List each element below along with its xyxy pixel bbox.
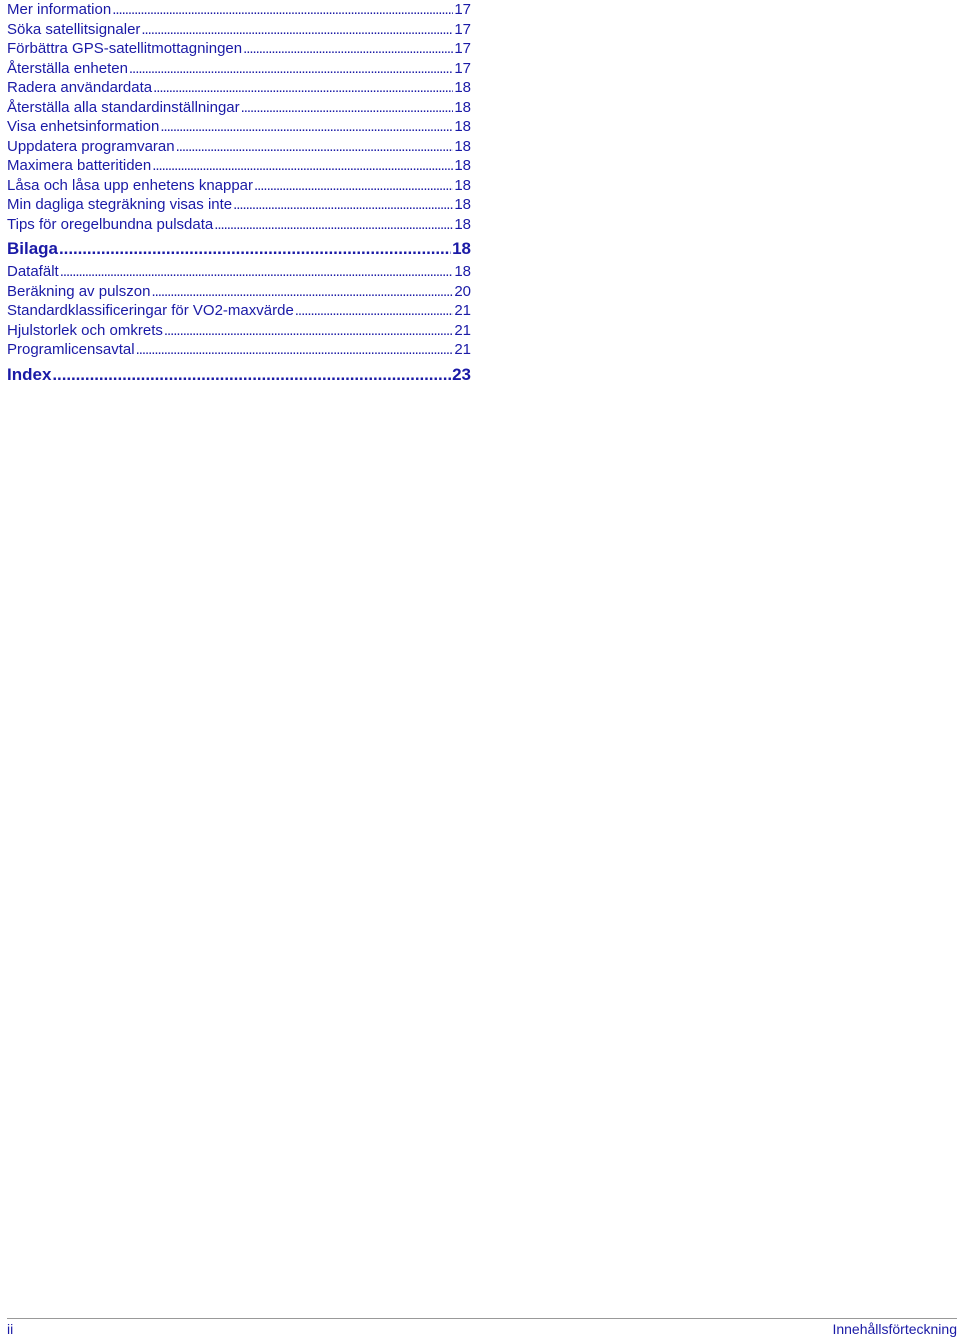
toc-entry-title: Låsa och låsa upp enhetens knappar	[7, 176, 254, 194]
toc-entry-radera-anvandardata[interactable]	[7, 78, 471, 98]
toc-entry-page: 18	[454, 79, 471, 96]
toc-entry-title: Uppdatera programvaran	[7, 137, 175, 155]
toc-entry-mer-information[interactable]	[7, 0, 471, 20]
toc-entry-stegrakning[interactable]	[7, 195, 471, 215]
toc-entry-page: 21	[454, 302, 471, 319]
toc-entry-oregelbundna-pulsdata[interactable]	[7, 215, 471, 235]
toc-entry-page: 18	[454, 196, 471, 213]
toc-entry-title: Återställa alla standardinställningar	[7, 98, 240, 116]
toc-entry-title: Datafält	[7, 263, 59, 280]
toc-entry-page: 18	[454, 98, 471, 116]
toc-entry-page: 20	[454, 282, 471, 300]
toc-entry-page: 17	[454, 40, 471, 57]
toc-entry-page: 18	[454, 263, 471, 280]
toc-entry-title: Programlicensavtal	[7, 341, 135, 358]
toc-leader-dots	[176, 137, 454, 157]
toc-leader-dots	[164, 321, 453, 341]
toc-chapter-title: Index	[7, 364, 52, 384]
toc-leader-dots	[241, 98, 454, 118]
toc-entry-vo2-maxvarde[interactable]	[7, 301, 471, 321]
toc-chapter-page: 18	[452, 239, 471, 258]
toc-entry-title: Radera användardata	[7, 79, 153, 96]
toc-entry-forbattra-gps[interactable]	[7, 39, 471, 59]
toc-entry-programlicensavtal[interactable]	[7, 340, 471, 360]
toc-leader-dots	[214, 215, 453, 235]
toc-leader-dots	[233, 195, 453, 215]
toc-leader-dots	[160, 117, 453, 137]
footer-section-title: Innehållsförteckning	[832, 1321, 957, 1337]
toc-entry-aterstalla-enheten[interactable]	[7, 59, 471, 79]
toc-chapter-title: Bilaga	[7, 239, 59, 258]
toc-leader-dots	[129, 59, 453, 79]
toc-leader-dots	[153, 78, 453, 98]
toc-leader-dots	[52, 363, 451, 386]
toc-entry-page: 17	[454, 1, 471, 18]
toc-leader-dots	[136, 340, 454, 360]
toc-leader-dots	[59, 237, 451, 260]
toc-entry-page: 17	[454, 59, 471, 77]
toc-entry-aterstalla-standardinstallningar[interactable]	[7, 98, 471, 118]
toc-leader-dots	[141, 20, 453, 40]
table-of-contents	[7, 0, 471, 388]
toc-entry-page: 17	[454, 20, 471, 38]
toc-entry-hjulstorlek[interactable]	[7, 321, 471, 341]
toc-entry-lasa-knappar[interactable]	[7, 176, 471, 196]
toc-entry-title: Mer information	[7, 1, 112, 18]
toc-entry-datafalt[interactable]	[7, 262, 471, 282]
toc-entry-title: Beräkning av pulszon	[7, 282, 151, 300]
toc-entry-title: Återställa enheten	[7, 59, 128, 77]
toc-entry-page: 18	[454, 215, 471, 233]
toc-leader-dots	[60, 262, 454, 282]
toc-entry-page: 18	[454, 176, 471, 194]
toc-entry-soka-satellitsignaler[interactable]	[7, 20, 471, 40]
toc-chapter-index[interactable]	[7, 363, 471, 386]
footer-divider	[7, 1318, 957, 1319]
toc-entry-visa-enhetsinformation[interactable]	[7, 117, 471, 137]
toc-entry-title: Söka satellitsignaler	[7, 20, 141, 38]
toc-leader-dots	[151, 282, 453, 302]
toc-entry-title: Maximera batteritiden	[7, 157, 152, 174]
toc-entry-berakning-pulszon[interactable]	[7, 282, 471, 302]
toc-leader-dots	[243, 39, 453, 59]
toc-entry-page: 21	[454, 341, 471, 358]
toc-leader-dots	[295, 301, 454, 321]
toc-leader-dots	[152, 156, 453, 176]
toc-leader-dots	[254, 176, 453, 196]
toc-entry-page: 18	[454, 118, 471, 135]
toc-entry-page: 21	[454, 321, 471, 339]
toc-entry-title: Hjulstorlek och omkrets	[7, 321, 163, 339]
toc-chapter-bilaga[interactable]	[7, 237, 471, 260]
toc-entry-title: Standardklassificeringar för VO2-maxvärde	[7, 302, 294, 319]
toc-entry-page: 18	[454, 137, 471, 155]
toc-entry-maximera-batteritiden[interactable]	[7, 156, 471, 176]
toc-entry-title: Tips för oregelbundna pulsdata	[7, 215, 214, 233]
toc-entry-page: 18	[454, 157, 471, 174]
footer-page-number: ii	[7, 1321, 14, 1337]
toc-entry-title: Förbättra GPS-satellitmottagningen	[7, 40, 243, 57]
toc-entry-title: Min dagliga stegräkning visas inte	[7, 196, 233, 213]
toc-leader-dots	[112, 0, 453, 20]
toc-chapter-page: 23	[452, 364, 471, 384]
toc-entry-uppdatera-programvaran[interactable]	[7, 137, 471, 157]
toc-entry-title: Visa enhetsinformation	[7, 118, 160, 135]
